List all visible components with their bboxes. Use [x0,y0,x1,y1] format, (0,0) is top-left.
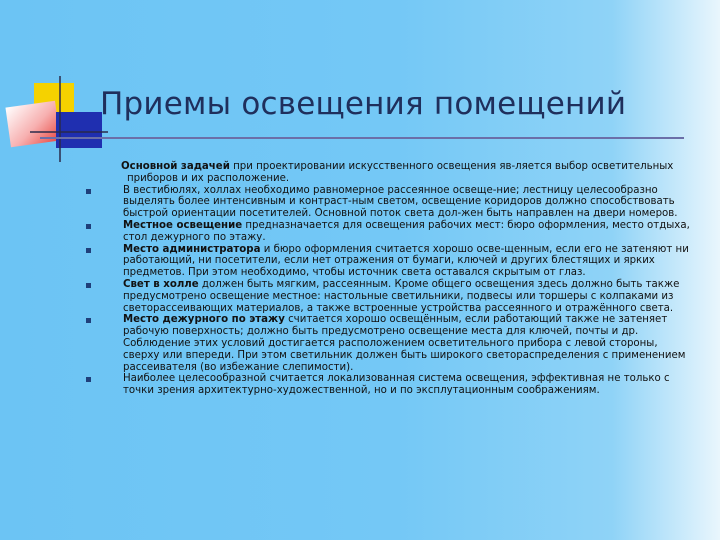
item-text: должен быть мягким, рассеянным. Кроме общего освещения здесь должно быть также предусмотрено освещение местное: настольные светильники, подвесы или торшеры с колпаками из светорассеивающих материалов, а также встроенные устройства рассеянного и отражённого света. [123,278,680,314]
bullet-square-icon [86,377,91,382]
item-text: считается хорошо освещённым, если работающий также не затеняет рабочую поверхность; должно быть предусмотрено освещение места для ключей, почты и др. Соблюдение этих условий достигается расположением осветительного прибора с левой стороны, сверху или впереди. При этом светильник должен быть широкого светораспределения с применением рассеивателя (во избежание слепимости). [123,314,686,373]
intro-text: при проектировании искусственного освещения яв-ляется выбор осветительных [229,161,674,172]
item-bold: Место дежурного по этажу [123,314,285,326]
item-bold: Место администратора [123,243,261,255]
list-item [118,373,693,397]
blue-square [56,112,102,148]
red-square [5,101,60,148]
intro-paragraph [121,161,693,185]
list-item [118,244,693,279]
title-divider [40,137,684,139]
main-content [118,161,693,397]
bullet-square-icon [86,248,91,253]
bullet-square-icon [86,189,91,194]
item-text: предназначается для освещения рабочих мест: бюро оформления, место отдыха, стол дежурного по этажу. [123,219,690,243]
item-bold: Местное освещение [123,219,243,231]
item-bold: Свет в холле [123,278,199,290]
intro-text-continued: приборов и их расположение. [127,172,290,184]
list-item [118,220,693,244]
item-text: Наиболее целесообразной считается локализованная система освещения, эффективная не только с точки зрения архитектурно-художественной, но и по эксплутационным соображениям. [123,373,670,397]
bullet-list [118,185,693,397]
bullet-square-icon [86,224,91,229]
intro-bold: Основной задачей [121,161,230,172]
list-item [118,314,693,373]
list-item [118,185,693,220]
page-title: Приемы освещения помещений [100,86,627,122]
list-item [118,279,693,314]
decorative-squares-logo [0,0,110,170]
item-text: и бюро оформления считается хорошо осве-щенным, если его не затеняют ни работающий, ни посетители, если нет отражения от бумаги, ключей и других блестящих и ярких предметов. При этом необходимо, чтобы источник света оставался скрытым от глаз. [123,243,689,279]
item-text: В вестибюлях, холлах необходимо равномерное рассеянное освеще-ние; лестницу целесообразно выделять более интенсивным и контраст-ным светом, освещение коридоров должно способствовать быстрой ориентации посетителей. Основной поток света дол-жен быть направлен на двери номеров. [123,184,678,220]
bullet-square-icon [86,283,91,288]
bullet-square-icon [86,318,91,323]
